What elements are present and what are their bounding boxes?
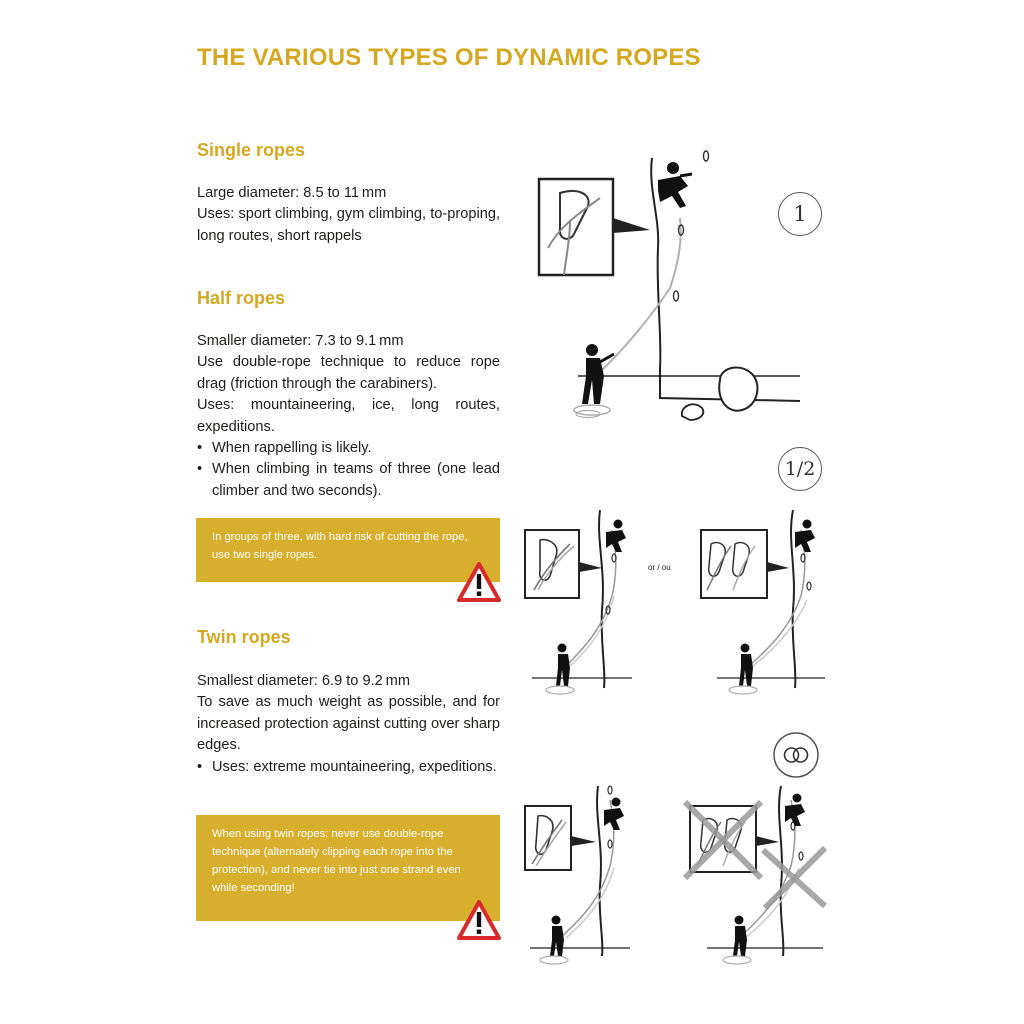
half-ropes-uses: Uses: mountaineering, ice, long routes, expeditions. — [197, 397, 500, 435]
single-ropes-heading: Single ropes — [197, 140, 306, 160]
half-ropes-text — [197, 331, 500, 502]
single-rope-illustration — [530, 148, 830, 428]
twin-ropes-warning-box — [196, 815, 500, 921]
twin-ropes-text — [197, 671, 500, 778]
twin-ropes-heading: Twin ropes — [197, 627, 291, 647]
single-rope-badge: 1 — [778, 192, 822, 236]
single-ropes-diameter: Large diameter: 8.5 to 11 mm — [197, 185, 387, 201]
half-ropes-technique: Use double-rope technique to reduce rope drag (friction through the carabiners). — [197, 354, 500, 392]
twin-ropes-purpose: To save as much weight as possible, and for increased protection against cutting over sharp edges. — [197, 694, 500, 754]
half-rope-badge: 1/2 — [778, 447, 822, 491]
warning-triangle-icon — [457, 900, 501, 940]
twin-rope-illustration-wrong — [683, 780, 829, 970]
or-label: or / ou — [648, 563, 671, 572]
twin-ropes-warning-text: When using twin ropes: never use double-rope technique (alternately clipping each rope into the protection), and never tie into just one strand even while seconding! — [212, 828, 461, 894]
half-ropes-diameter: Smaller diameter: 7.3 to 9.1 mm — [197, 333, 404, 349]
twin-rope-illustration-left — [522, 780, 648, 970]
list-item: • When rappelling is likely. — [197, 440, 372, 457]
half-rope-illustration-left — [522, 500, 648, 700]
single-ropes-uses: Uses: sport climbing, gym climbing, to-proping, long routes, short rappels — [197, 206, 500, 244]
interlocked-rings-icon — [772, 731, 820, 779]
half-ropes-heading: Half ropes — [197, 288, 286, 308]
twin-ropes-diameter: Smallest diameter: 6.9 to 9.2 mm — [197, 673, 410, 689]
single-ropes-text — [197, 183, 500, 247]
half-rope-illustration-right — [697, 500, 829, 700]
half-ropes-warning-text: In groups of three, with hard risk of cutting the rope, use two single ropes. — [212, 531, 468, 561]
warning-triangle-icon — [457, 562, 501, 602]
list-item: • When climbing in teams of three (one lead climber and two seconds). — [197, 461, 500, 499]
page-title: THE VARIOUS TYPES OF DYNAMIC ROPES — [197, 44, 701, 71]
half-ropes-warning-box — [196, 518, 500, 582]
list-item: • Uses: extreme mountaineering, expeditions. — [197, 758, 497, 775]
